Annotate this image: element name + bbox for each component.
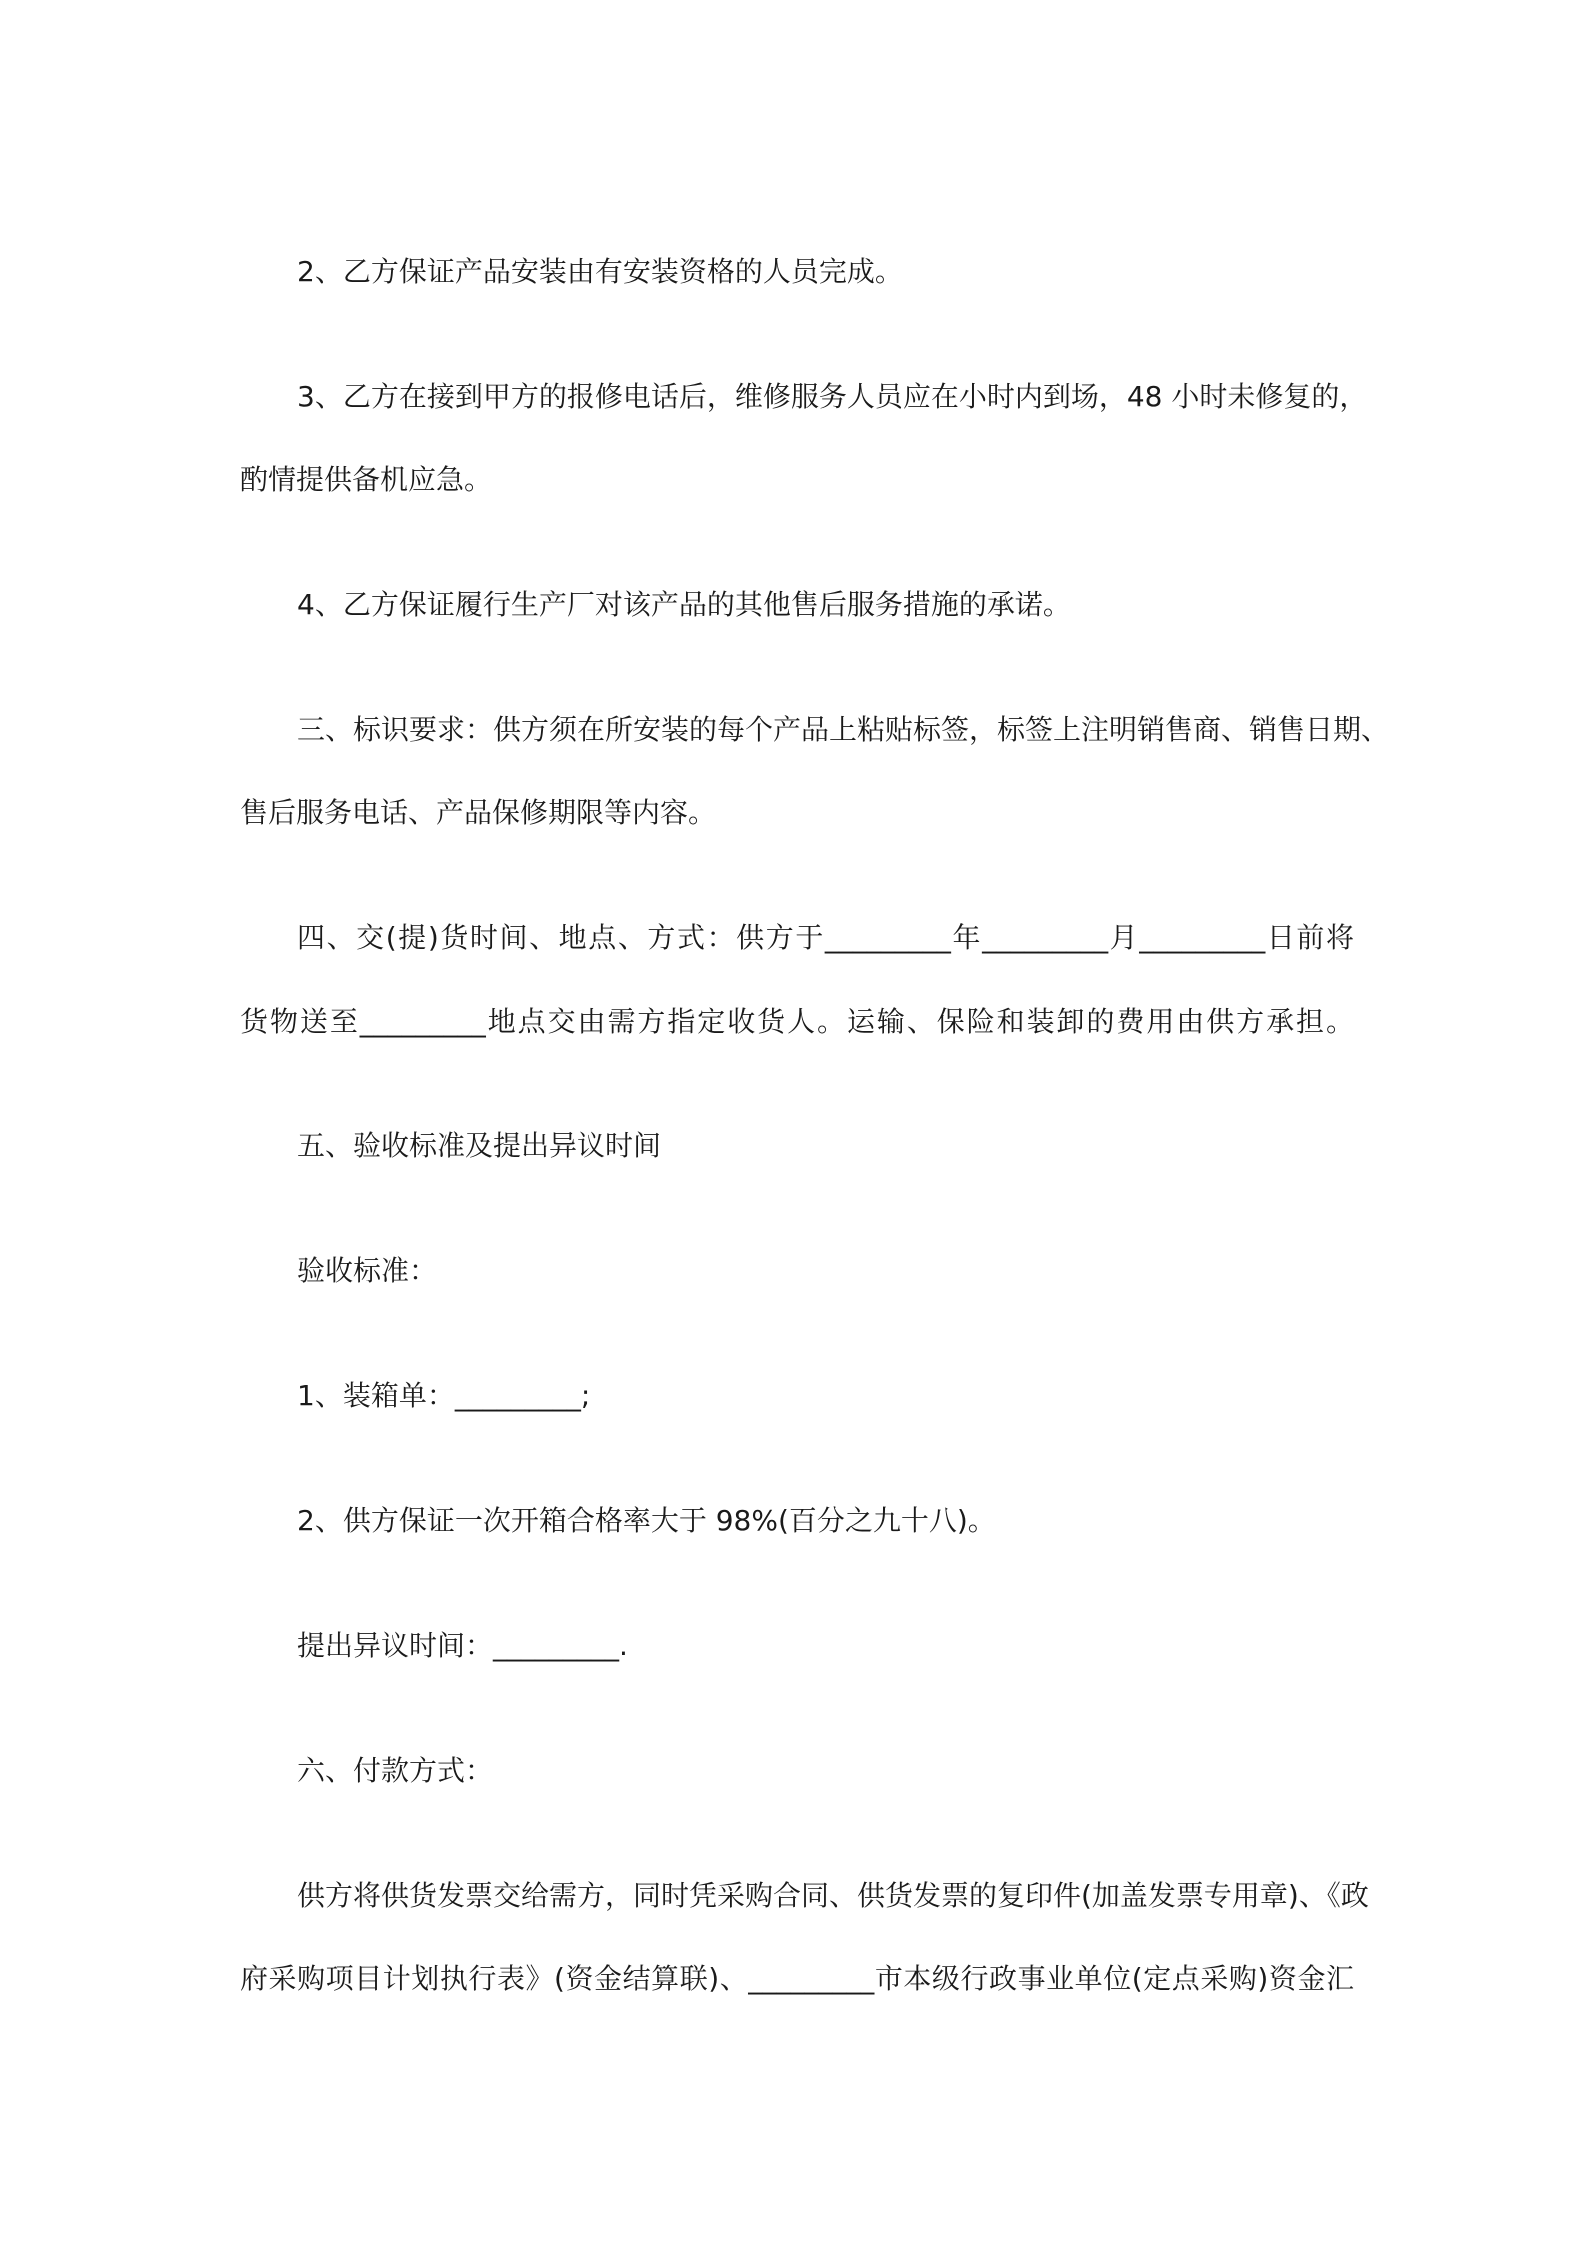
acceptance-standard-label: 验收标准： (297, 1254, 438, 1287)
objection-time: 提出异议时间：_________. (297, 1629, 628, 1662)
payment-paragraph-line-2: 府采购项目计划执行表》(资金结算联)、_________市本级行政事业单位(定点采购)资金汇 (240, 1962, 1354, 1995)
section-4-delivery-line-2: 货物送至_________地点交由需方指定收货人。运输、保险和装卸的费用由供方承担。 (240, 1005, 1354, 1038)
clause-4-after-sales: 4、乙方保证履行生产厂对该产品的其他售后服务措施的承诺。 (297, 588, 1071, 621)
section-3-labeling-line-1: 三、标识要求：供方须在所安装的每个产品上粘贴标签，标签上注明销售商、销售日期、 (297, 713, 1390, 746)
payment-paragraph-line-1: 供方将供货发票交给需方，同时凭采购合同、供货发票的复印件(加盖发票专用章)、《政 (297, 1879, 1369, 1912)
acceptance-item-1-packing-list: 1、装箱单：_________; (297, 1379, 591, 1412)
clause-3-repair-line-2: 酌情提供备机应急。 (240, 463, 493, 496)
clause-2-installation: 2、乙方保证产品安装由有安装资格的人员完成。 (297, 255, 903, 288)
clause-3-repair-line-1: 3、乙方在接到甲方的报修电话后，维修服务人员应在小时内到场，48 小时未修复的， (297, 380, 1368, 413)
section-3-labeling-line-2: 售后服务电话、产品保修期限等内容。 (240, 796, 717, 829)
section-4-delivery-line-1: 四、交(提)货时间、地点、方式：供方于_________年_________月_________日前将 (297, 921, 1354, 954)
section-5-heading: 五、验收标准及提出异议时间 (297, 1129, 662, 1162)
acceptance-item-2-pass-rate: 2、供方保证一次开箱合格率大于 98%(百分之九十八)。 (297, 1504, 996, 1537)
section-6-heading: 六、付款方式： (297, 1754, 494, 1787)
